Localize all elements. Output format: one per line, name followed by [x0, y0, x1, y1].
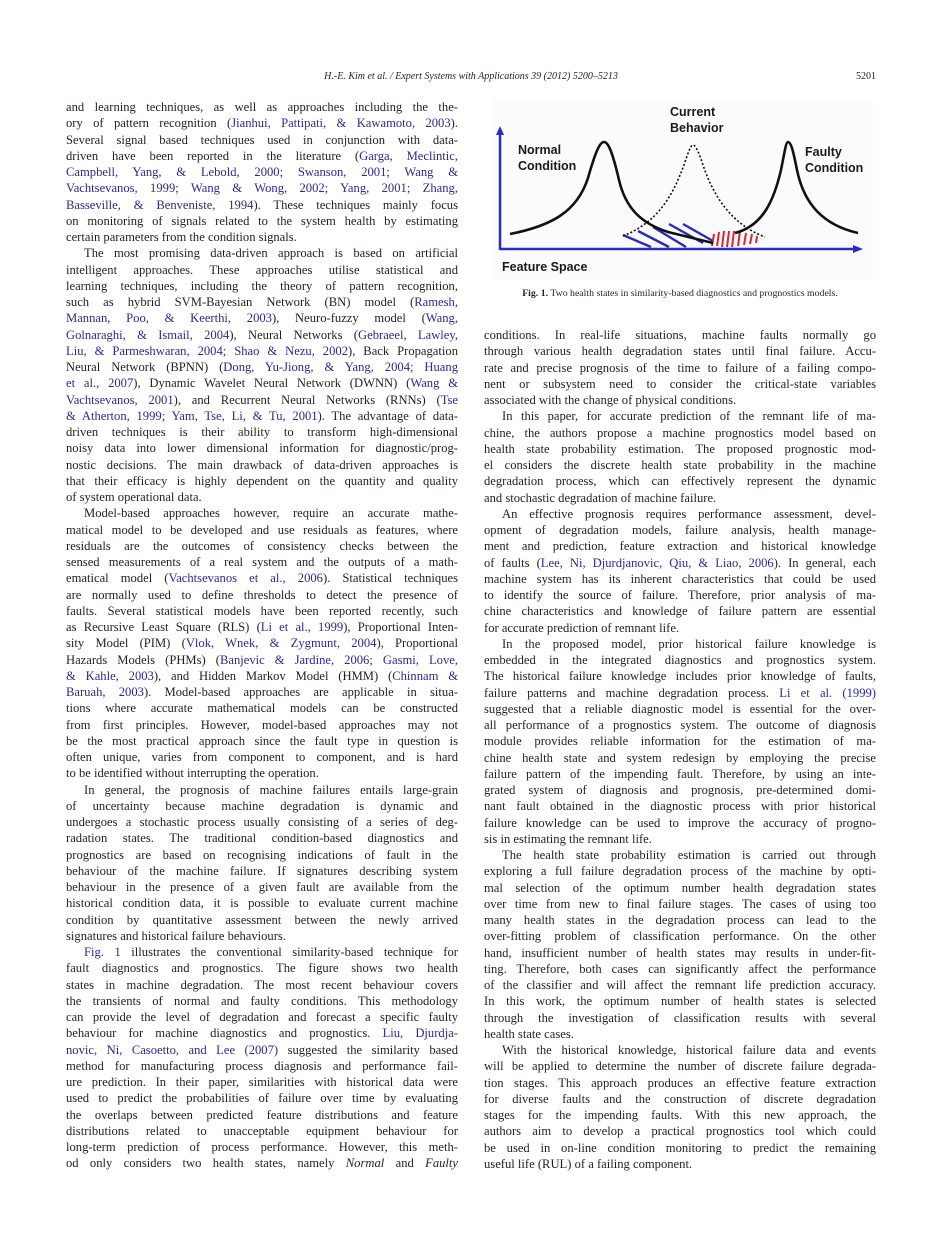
text-segment: ), Dynamic Wavelet Neural Network (DWNN) (	[133, 376, 411, 391]
text-segment: tions where accurate mathematical models can be constructed	[66, 701, 458, 716]
text-line	[66, 652, 458, 668]
citation-link[interactable]: Golnaraghi, & Ismail, 2004	[66, 327, 230, 342]
text-line	[66, 473, 458, 489]
text-segment: failure knowledge can be used to improve the accuracy of progno-	[484, 815, 876, 830]
text-segment: sity Model (PIM) (	[66, 636, 186, 651]
text-line	[66, 1009, 458, 1025]
paragraph	[484, 1042, 876, 1172]
text-line	[484, 961, 876, 977]
text-segment: In this work, the optimum number of health states is selected	[484, 994, 876, 1009]
text-segment: Hazards Models (PHMs) (	[66, 652, 220, 667]
text-line	[484, 376, 876, 392]
text-line	[484, 522, 876, 538]
citation-link[interactable]: Vachtsevanos, 1999; Wang & Wong, 2002; Yang, 2001; Zhang,	[66, 181, 458, 196]
text-segment: on monitoring of signals related to the system health by estimating	[66, 213, 458, 228]
text-line	[484, 717, 876, 733]
paragraph	[66, 99, 458, 245]
text-segment: will be applied to determine the number of discrete failure degrada-	[484, 1059, 876, 1074]
text-segment: hand, insufficient number of health states may results in under-fit-	[484, 945, 876, 960]
text-line	[66, 765, 458, 781]
text-line	[484, 620, 876, 636]
citation-link[interactable]: Campbell, Yang, & Lebold, 2000; Swanson, 2001; Wang &	[66, 165, 458, 179]
text-segment: distributions related to unacceptable equipment behaviour for	[66, 1123, 458, 1138]
text-line	[484, 880, 876, 896]
text-line	[484, 993, 876, 1009]
text-segment: driven techniques is their ability to transform high-dimensional	[66, 425, 458, 439]
text-line	[484, 360, 876, 376]
text-segment: behaviour in the presence of a given fault are available from the	[66, 880, 458, 894]
text-segment: sensed measurements of a real system and the outputs of a math-	[66, 555, 458, 569]
text-line	[484, 863, 876, 879]
text-segment: historical condition data, it is possible to evaluate current machine	[66, 896, 458, 911]
text-line	[484, 1010, 876, 1026]
text-line	[66, 798, 458, 814]
text-line	[66, 570, 458, 586]
text-segment: method for manufacturing process diagnosis and performance fail-	[66, 1058, 458, 1073]
text-segment: opment of degradation models, failure analysis, health manage-	[484, 523, 876, 537]
text-segment: od only considers two health states, namely	[66, 1156, 346, 1171]
text-line	[66, 993, 458, 1009]
text-line	[66, 1074, 458, 1090]
right-column	[484, 327, 876, 1172]
text-line	[66, 180, 458, 196]
normal-condition-label: Condition	[518, 159, 577, 173]
text-line	[66, 440, 458, 456]
text-segment: and stochastic degradation of machine failure.	[484, 490, 717, 505]
citation-link[interactable]: Liu, & Parmeshwaran, 2004; Shao & Nezu, 2002	[66, 343, 348, 358]
text-line	[66, 700, 458, 716]
text-segment: ment and prediction, feature extraction and historical knowledge	[484, 539, 876, 554]
citation-link[interactable]: Vlok, Wnek, & Zygmunt, 2004	[185, 636, 377, 651]
text-line	[484, 1058, 876, 1074]
text-segment: In the proposed model, prior historical failure knowledge is	[502, 636, 876, 651]
text-segment: ), and Hidden Markov Model (HMM) (	[153, 668, 393, 683]
text-line	[66, 554, 458, 570]
text-segment: ). These techniques mainly focus	[253, 197, 459, 212]
text-segment: through the investigation of classification results with several	[484, 1010, 876, 1025]
text-segment: An effective prognosis requires performance assessment, devel-	[502, 506, 876, 521]
text-line	[484, 392, 876, 408]
text-segment: of uncertainty because machine degradation is dynamic and	[66, 798, 458, 813]
text-line	[66, 359, 458, 375]
text-segment: certain parameters from the condition signals.	[66, 230, 297, 244]
text-line	[484, 815, 876, 831]
text-segment: nant fault obtained in the diagnostic process with prior historical	[484, 799, 876, 814]
text-line	[484, 457, 876, 473]
text-line	[66, 310, 458, 326]
text-segment: Model-based approaches however, require an accurate mathe-	[84, 506, 458, 521]
text-segment: through various health degradation states until final failure. Accu-	[484, 344, 876, 359]
citation-link[interactable]: Vachtsevanos et al., 2006	[168, 571, 323, 586]
text-line	[66, 213, 458, 229]
text-segment: radation states. The traditional condition-based diagnostics and	[66, 831, 458, 846]
text-line	[66, 635, 458, 651]
text-line	[66, 830, 458, 846]
text-line	[66, 327, 458, 343]
text-line	[66, 944, 458, 960]
text-line	[484, 506, 876, 522]
text-segment: intelligent approaches. These approaches utilise statistical and	[66, 262, 458, 277]
text-line	[484, 473, 876, 489]
text-line	[66, 148, 458, 164]
text-line	[66, 1042, 458, 1058]
current-behavior-label: Current	[670, 105, 716, 119]
citation-link[interactable]: & Kahle, 2003	[66, 668, 154, 683]
citation-link[interactable]: et al., 2007	[66, 376, 134, 391]
text-segment: of system operational data.	[66, 490, 202, 504]
text-line	[484, 1075, 876, 1091]
paragraph	[66, 505, 458, 781]
text-line	[484, 538, 876, 554]
text-segment: as Recursive Least Square (RLS) (	[66, 620, 261, 634]
text-segment: authors aim to develop a practical prognostics tool which could	[484, 1124, 876, 1139]
text-line	[484, 343, 876, 359]
citation-link[interactable]: Liu, Djurdja-	[382, 1026, 458, 1041]
text-line	[484, 603, 876, 619]
citation-link[interactable]: Dong, Yu-Jiong, & Yang, 2004; Huang	[223, 360, 458, 374]
text-segment: ting. Therefore, both cases can significantly affect the performance	[484, 961, 876, 976]
text-segment: many health states in the degradation process can lead to the	[484, 913, 876, 927]
text-segment: el considers the discrete health state probability in the machine	[484, 458, 876, 472]
text-segment: Several signal based techniques used in conjunction with data-	[66, 132, 458, 147]
text-segment: all performance of a prognostics system. The outcome of diagnosis	[484, 718, 876, 732]
text-segment: residuals are the outcomes of consistency checks between the	[66, 538, 458, 553]
text-line	[66, 1058, 458, 1074]
text-segment: to be identified without interrupting the operation.	[66, 766, 319, 781]
text-line	[66, 522, 458, 538]
text-line	[66, 733, 458, 749]
text-segment: machine system has its inherent characteristics that could be used	[484, 571, 876, 586]
text-segment: The most promising data-driven approach is based on artificial	[84, 246, 458, 261]
citation-link[interactable]: Chinnam &	[392, 668, 458, 683]
figure-1-health-states	[493, 100, 873, 280]
citation-link[interactable]: Garga, Meclintic,	[359, 148, 458, 163]
figure-caption	[484, 288, 876, 299]
citation-link[interactable]: Gebraeel, Lawley,	[358, 327, 459, 342]
text-line	[66, 1107, 458, 1123]
text-segment: ), Back Propagation	[348, 343, 458, 358]
text-line	[66, 132, 458, 148]
text-line	[66, 668, 458, 684]
text-segment: health state cases.	[484, 1026, 574, 1041]
text-segment: often unique, varies from component to component, and is hard	[66, 750, 458, 764]
text-line	[66, 408, 458, 424]
text-line	[66, 505, 458, 521]
text-segment: are normally used to define thresholds to detect the presence of	[66, 587, 458, 602]
text-segment: embedded in the integrated diagnostics and prognostics system.	[484, 653, 876, 667]
text-line	[66, 294, 458, 310]
citation-link[interactable]: Li et al., 1999	[260, 620, 344, 634]
citation-link[interactable]: novic, Ni, Casoetto, and Lee (2007)	[66, 1042, 279, 1057]
text-line	[484, 636, 876, 652]
text-segment: and	[384, 1156, 426, 1171]
text-segment: driven have been reported in the literature (	[66, 148, 360, 163]
text-line	[66, 262, 458, 278]
text-segment: ), Neuro-fuzzy model (	[271, 311, 426, 326]
paragraph	[66, 782, 458, 945]
paragraph	[66, 245, 458, 505]
text-line	[66, 1155, 458, 1171]
text-line	[66, 229, 458, 245]
current-behavior-label: Behavior	[670, 121, 724, 135]
text-segment: nostic decisions. The main drawback of data-driven approaches is	[66, 457, 458, 472]
text-line	[484, 766, 876, 782]
text-segment: condition by quantitative assessment between the newly arrived	[66, 912, 458, 927]
text-line	[484, 831, 876, 847]
text-segment: fault diagnostics and prognostics. The figure shows two health	[66, 961, 458, 976]
text-line	[66, 1123, 458, 1139]
text-line	[66, 928, 458, 944]
text-segment: In general, the prognosis of machine failures entails large-grain	[84, 782, 458, 797]
text-segment: undergoes a stochastic process usually consisting of a series of deg-	[66, 815, 458, 829]
text-segment: chine characteristics and knowledge of failure pattern are essential	[484, 604, 876, 619]
text-line	[484, 733, 876, 749]
text-segment: sis in estimating the remnant life.	[484, 831, 652, 846]
text-segment: learning techniques, including the theory of pattern recognition,	[66, 278, 458, 293]
text-line	[484, 701, 876, 717]
text-segment: ). In general, each	[773, 555, 876, 570]
text-segment: ), Proportional	[376, 636, 459, 651]
text-segment: to identify the source of failure. Therefore, prior analysis of ma-	[484, 588, 876, 602]
normal-condition-label: Normal	[518, 143, 562, 157]
text-line	[484, 1091, 876, 1107]
text-line	[484, 408, 876, 424]
text-line	[66, 164, 458, 180]
text-line	[484, 652, 876, 668]
paragraph	[484, 847, 876, 1042]
text-segment: ).	[450, 116, 458, 131]
paragraph	[66, 944, 458, 1172]
text-segment: rate and precise prognosis of the time to failure of a failing compo-	[484, 360, 876, 375]
text-segment: noisy data into lower dimensional information for diagnostic/prog-	[66, 441, 458, 456]
citation-link[interactable]: Baruah, 2003	[66, 685, 144, 699]
text-line	[66, 717, 458, 733]
text-segment: states in machine degradation. The most recent behaviour covers	[66, 977, 458, 992]
citation-link[interactable]: Wang,	[425, 311, 459, 326]
text-line	[66, 99, 458, 115]
text-line	[66, 245, 458, 261]
text-segment: In this paper, for accurate prediction of the remnant life of ma-	[502, 409, 876, 424]
text-segment: failure pattern of the impending fault. Therefore, by using an inte-	[484, 766, 876, 781]
text-segment: health state probability estimation. The proposed prognostic mod-	[484, 441, 876, 456]
text-line	[66, 489, 458, 505]
text-segment: used to predict the probabilities of failure over time by evaluating	[66, 1091, 458, 1106]
text-line	[66, 684, 458, 700]
text-segment: mal selection of the optimum number health degradation states	[484, 880, 876, 895]
text-line	[484, 782, 876, 798]
text-segment: that their efficacy is highly dependent on the quantity and quality	[66, 473, 458, 488]
text-line	[66, 847, 458, 863]
text-line	[484, 1140, 876, 1156]
text-segment: suggested that a reliable diagnostic model is essential for the over-	[484, 701, 876, 716]
text-segment: associated with the change of physical conditions.	[484, 393, 737, 407]
page-number: 5201	[856, 71, 876, 82]
text-line	[484, 490, 876, 506]
text-segment: be used in on-line condition monitoring to predict the remaining	[484, 1140, 876, 1155]
text-line	[66, 782, 458, 798]
text-line	[484, 1042, 876, 1058]
text-segment: ). Model-based approaches are applicable in situa-	[143, 685, 458, 699]
text-segment: over-fitting problem of classification performance. On the other	[484, 929, 876, 944]
text-line	[484, 945, 876, 961]
text-segment: nent or subsystem need to consider the critical-state variables	[484, 376, 876, 391]
citation-link[interactable]: Li et al. (1999)	[779, 685, 876, 700]
text-segment: ory of pattern recognition (	[66, 116, 232, 131]
journal-citation: H.-E. Kim et al. / Expert Systems with Applications 39 (2012) 5200–5213	[324, 71, 618, 82]
paragraph	[484, 408, 876, 506]
text-segment: suggested the similarity based	[278, 1042, 459, 1057]
paragraph	[484, 636, 876, 847]
text-line	[66, 977, 458, 993]
text-line	[66, 895, 458, 911]
text-segment: for diverse faults and the construction of discrete degradation	[484, 1091, 876, 1106]
text-segment: illustrates the conventional similarity-based technique for	[120, 945, 458, 959]
text-line	[484, 750, 876, 766]
text-segment: stages for the impending faults. With this new approach, the	[484, 1108, 876, 1122]
text-segment: ), Neural Networks (	[229, 327, 359, 342]
text-segment: of the classifier and will affect the remnant life prediction accuracy.	[484, 978, 876, 992]
text-line	[484, 928, 876, 944]
text-segment: of faults (	[484, 555, 541, 570]
text-segment: degradation process, which can effectively represent the dynamic	[484, 474, 876, 489]
text-line	[66, 960, 458, 976]
text-segment: ematical model (	[66, 571, 169, 586]
text-segment: over time from new to final failure stages. The cases of using too	[484, 896, 876, 911]
text-segment: ure prediction. In their paper, similarities with historical data were	[66, 1075, 458, 1089]
citation-link[interactable]: & Atherton, 1999; Yam, Tse, Li, & Tu, 2001	[66, 408, 318, 423]
text-segment: faults. Several statistical models have been reported recently, such	[66, 603, 458, 618]
citation-link[interactable]: Tse	[440, 392, 459, 407]
text-segment: chine, the authors propose a machine prognostics model based on	[484, 425, 876, 440]
text-segment: ), Proportional Inten-	[343, 620, 458, 634]
citation-link[interactable]: Lee, Ni, Djurdjanovic, Qiu, & Liao, 2006	[540, 555, 774, 570]
text-line	[484, 1026, 876, 1042]
text-line	[66, 197, 458, 213]
text-line	[484, 441, 876, 457]
text-segment: tion stages. This approach produces an effective feature extraction	[484, 1075, 876, 1090]
text-line	[66, 749, 458, 765]
text-line	[66, 912, 458, 928]
paragraph	[484, 327, 876, 408]
text-line	[484, 555, 876, 571]
text-line	[66, 603, 458, 619]
text-segment: conditions. In real-life situations, machine faults normally go	[484, 328, 876, 342]
citation-link[interactable]: Ramesh,	[414, 295, 458, 309]
text-line	[484, 685, 876, 701]
text-segment: Neural Network (BPNN) (	[66, 360, 224, 374]
citation-link[interactable]: Wang &	[410, 376, 458, 391]
italic-term: Normal	[345, 1156, 385, 1171]
text-line	[66, 1139, 458, 1155]
text-line	[484, 896, 876, 912]
text-segment: the transients of normal and faulty conditions. This methodology	[66, 993, 458, 1008]
feature-space-label: Feature Space	[502, 260, 588, 274]
faulty-condition-label: Condition	[805, 161, 864, 175]
italic-term: Faulty	[425, 1156, 458, 1171]
text-line	[66, 619, 458, 635]
citation-link[interactable]: Vachtsevanos, 2001	[66, 392, 174, 407]
text-line	[484, 1156, 876, 1172]
citation-link[interactable]: Fig. 1	[84, 945, 121, 959]
text-segment: The historical failure knowledge includes prior knowledge of faults,	[484, 669, 876, 684]
text-line	[484, 587, 876, 603]
text-line	[484, 1123, 876, 1139]
text-line	[484, 847, 876, 863]
text-segment: for accurate prediction of remnant life.	[484, 620, 680, 635]
text-segment: signatures and historical failure behaviours.	[66, 928, 286, 943]
text-line	[484, 912, 876, 928]
text-segment: long-term prediction of process performance. However, this meth-	[66, 1140, 458, 1154]
text-segment: behaviour of the machine failure. If signatures describing system	[66, 863, 458, 878]
text-segment: matical model to be developed and use residuals as features, where	[66, 522, 458, 537]
faulty-condition-label: Faulty	[805, 145, 842, 159]
figure-caption-text: Two health states in similarity-based diagnostics and prognostics models.	[548, 288, 838, 299]
text-segment: ). The advantage of data-	[317, 408, 458, 423]
text-segment: behaviour for machine diagnostics and prognostics.	[66, 1026, 383, 1041]
text-line	[66, 343, 458, 359]
text-segment: useful life (RUL) of a failing component.	[484, 1156, 693, 1171]
text-line	[484, 977, 876, 993]
text-segment: the overlaps between predicted feature distributions and feature	[66, 1107, 458, 1122]
citation-link[interactable]: Basseville, & Benveniste, 1994	[66, 197, 254, 212]
text-segment: ). Statistical techniques	[322, 571, 459, 586]
left-column	[66, 99, 458, 1172]
text-segment: and learning techniques, as well as approaches including the the-	[66, 100, 458, 114]
text-segment: failure patterns and machine degradation process.	[484, 685, 780, 700]
text-segment: The health state probability estimation is carried out through	[502, 848, 876, 862]
citation-link[interactable]: Banjevic & Jardine, 2006; Gasmi, Love,	[219, 652, 458, 667]
text-segment: exploring a full failure degradation process of the machine by opti-	[484, 864, 876, 879]
text-line	[66, 879, 458, 895]
text-line	[66, 538, 458, 554]
text-segment: prognostics are based on recognising indications of fault in the	[66, 847, 458, 862]
text-line	[484, 571, 876, 587]
figure-caption-label: Fig. 1.	[522, 288, 549, 299]
text-segment: grated system of diagnosis and prognosis, pre-determined domi-	[484, 783, 876, 797]
text-line	[66, 278, 458, 294]
text-segment: module provides reliable information for the estimation of ma-	[484, 734, 876, 749]
citation-link[interactable]: Mannan, Poo, & Keerthi, 2003	[66, 311, 272, 326]
text-line	[66, 814, 458, 830]
text-line	[66, 424, 458, 440]
text-line	[66, 115, 458, 131]
text-segment: With the historical knowledge, historical failure data and events	[502, 1043, 876, 1057]
paragraph	[484, 506, 876, 636]
citation-link[interactable]: Jianhui, Pattipati, & Kawamoto, 2003	[231, 116, 451, 131]
text-segment: such as hybrid SVM-Bayesian Network (BN) model (	[66, 295, 415, 309]
text-line	[66, 863, 458, 879]
text-line	[66, 457, 458, 473]
text-line	[66, 375, 458, 391]
text-line	[484, 327, 876, 343]
text-segment: chine health state and system redesign by employing the precise	[484, 750, 876, 765]
text-line	[484, 1107, 876, 1123]
text-line	[66, 1090, 458, 1106]
text-segment: ), and Recurrent Neural Networks (RNNs) (	[173, 392, 441, 407]
text-line	[66, 1025, 458, 1041]
text-segment: from first principles. However, model-based approaches may not	[66, 717, 458, 732]
text-line	[484, 425, 876, 441]
text-line	[484, 798, 876, 814]
text-line	[66, 587, 458, 603]
text-segment: can provide the level of degradation and forecast a specific faulty	[66, 1010, 458, 1024]
text-segment: be the most practical approach since the fault type in question is	[66, 733, 458, 748]
text-line	[66, 392, 458, 408]
text-line	[484, 668, 876, 684]
